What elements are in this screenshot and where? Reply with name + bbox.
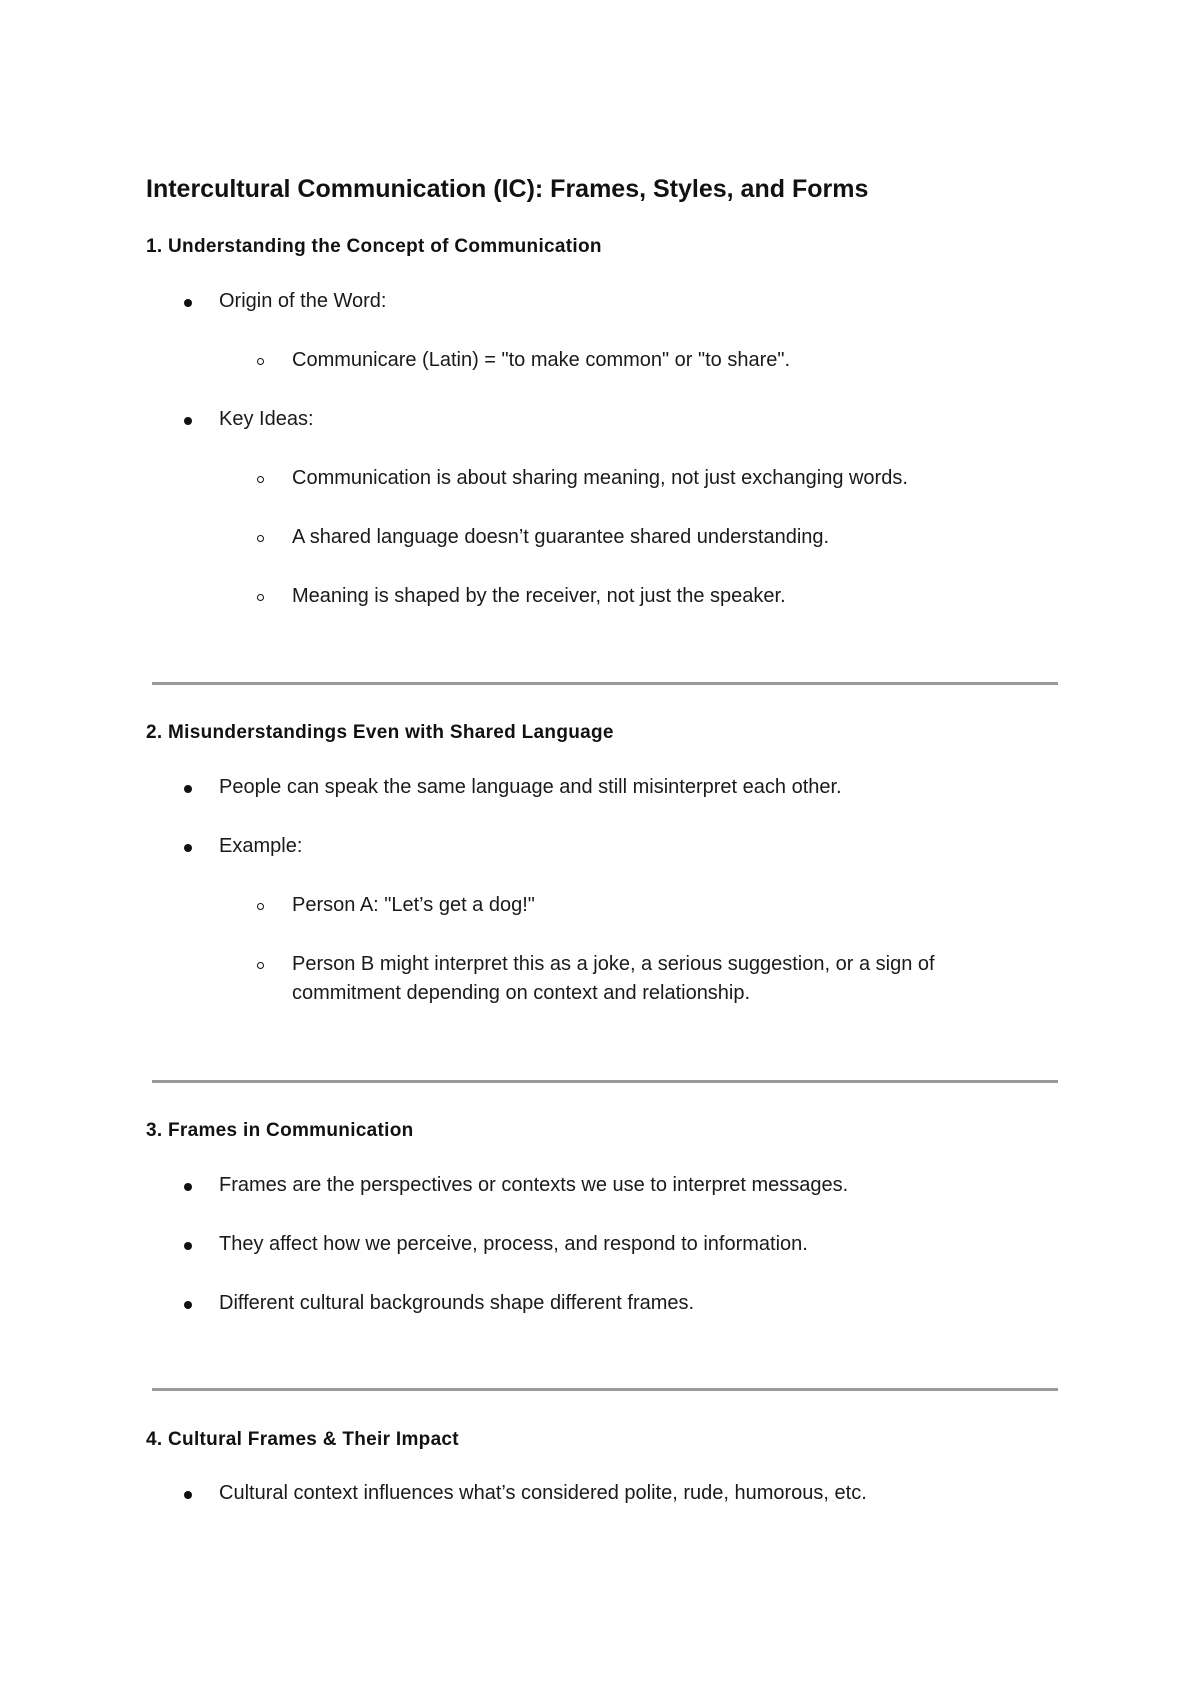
- section-heading-4: 4. Cultural Frames & Their Impact: [146, 1429, 459, 1450]
- list-item-text: Communication is about sharing meaning, not just exchanging words.: [292, 467, 908, 489]
- bullet-disc-icon: [184, 299, 192, 307]
- bullet-disc-icon: [184, 1183, 192, 1191]
- list-item-text: Person B might interpret this as a joke, a serious suggestion, or a sign of commitment depending on context and relationship.: [292, 953, 935, 1004]
- list-item: [219, 1230, 808, 1259]
- list-item-text: Frames are the perspectives or contexts we use to interpret messages.: [219, 1174, 849, 1196]
- list-item: [219, 287, 386, 316]
- section-heading-2: 2. Misunderstandings Even with Shared Language: [146, 722, 614, 743]
- list-item-text: Origin of the Word:: [219, 290, 387, 312]
- list-item: [219, 1289, 694, 1318]
- list-item: [292, 346, 1032, 375]
- list-item: [292, 582, 1032, 611]
- bullet-disc-icon: [184, 844, 192, 852]
- list-item-text: A shared language doesn’t guarantee shared understanding.: [292, 526, 830, 548]
- bullet-circle-icon: [257, 535, 264, 542]
- list-item-text: People can speak the same language and still misinterpret each other.: [219, 776, 842, 798]
- document-title: Intercultural Communication (IC): Frames, Styles, and Forms: [146, 175, 869, 203]
- list-item-text: Different cultural backgrounds shape different frames.: [219, 1292, 695, 1314]
- bullet-disc-icon: [184, 1242, 192, 1250]
- list-item: [292, 464, 1032, 493]
- bullet-disc-icon: [184, 785, 192, 793]
- list-item-text: Cultural context influences what’s considered polite, rude, humorous, etc.: [219, 1482, 867, 1504]
- list-item: [219, 1171, 848, 1200]
- list-item-text: Example:: [219, 835, 303, 857]
- horizontal-rule: [152, 1080, 1058, 1083]
- list-item-text: Meaning is shaped by the receiver, not just the speaker.: [292, 585, 786, 607]
- bullet-circle-icon: [257, 358, 264, 365]
- list-item-text: They affect how we perceive, process, and respond to information.: [219, 1233, 808, 1255]
- list-item: [292, 523, 1032, 552]
- bullet-circle-icon: [257, 476, 264, 483]
- list-item: [219, 405, 314, 434]
- list-item: [219, 832, 302, 861]
- section-heading-3: 3. Frames in Communication: [146, 1120, 414, 1141]
- horizontal-rule: [152, 1388, 1058, 1391]
- list-item-text: Communicare (Latin) = "to make common" or "to share".: [292, 349, 791, 371]
- list-item: [292, 891, 1032, 920]
- bullet-circle-icon: [257, 962, 264, 969]
- section-heading-1: 1. Understanding the Concept of Communication: [146, 236, 602, 257]
- list-item: [292, 950, 1032, 1008]
- list-item: [219, 773, 842, 802]
- bullet-circle-icon: [257, 594, 264, 601]
- horizontal-rule: [152, 682, 1058, 685]
- bullet-disc-icon: [184, 1301, 192, 1309]
- bullet-circle-icon: [257, 903, 264, 910]
- list-item-text: Person A: "Let’s get a dog!": [292, 894, 535, 916]
- bullet-disc-icon: [184, 1491, 192, 1499]
- list-item-text: Key Ideas:: [219, 408, 314, 430]
- list-item: [219, 1479, 867, 1508]
- bullet-disc-icon: [184, 417, 192, 425]
